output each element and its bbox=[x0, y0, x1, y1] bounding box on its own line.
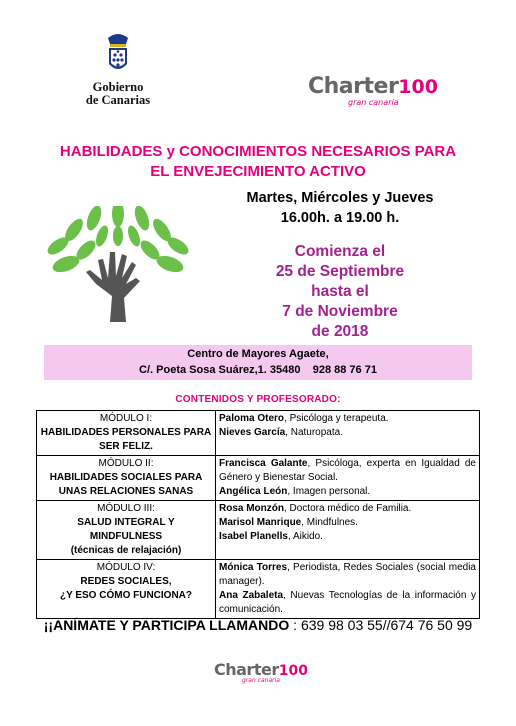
charter100-logo-top bbox=[308, 74, 458, 114]
teacher-description: , Psicóloga, experta en Igualdad de Género y Bienestar Social. bbox=[219, 458, 476, 483]
section-heading: CONTENIDOS Y PROFESORADO: bbox=[175, 394, 341, 405]
teacher-entry bbox=[219, 589, 476, 617]
teacher-entry bbox=[219, 412, 476, 426]
module-cell bbox=[37, 411, 216, 456]
teacher-name: Francisca Galante bbox=[219, 458, 308, 469]
venue-name: Centro de Mayores Agaete, bbox=[187, 348, 329, 360]
module-title: SALUD INTEGRAL Y MINDFULNESS bbox=[77, 517, 175, 542]
charter-logo-subtitle: gran canaria bbox=[348, 98, 399, 107]
teacher-name: Nieves García bbox=[219, 427, 286, 438]
dates-line2: 25 de Septiembre bbox=[275, 263, 405, 280]
charter-logo-subtitle: gran canaria bbox=[242, 677, 280, 684]
tree-hand-illustration bbox=[36, 206, 200, 324]
venue-phone: 928 88 76 71 bbox=[312, 364, 377, 376]
module-cell bbox=[37, 560, 216, 619]
gov-logo-line2: de Canarias bbox=[85, 93, 151, 107]
charter-logo-word: Charter bbox=[214, 660, 279, 679]
module-cell bbox=[37, 501, 216, 560]
module-number: MÓDULO II: bbox=[98, 458, 154, 469]
teacher-name: Marisol Manrique bbox=[219, 517, 302, 528]
module-row bbox=[37, 456, 480, 501]
course-title-line1: HABILIDADES y CONOCIMIENTOS NECESARIOS PARA bbox=[59, 143, 457, 160]
teacher-entry bbox=[219, 426, 476, 440]
teacher-name: Isabel Planells bbox=[219, 531, 288, 542]
teacher-name: Rosa Monzón bbox=[219, 503, 284, 514]
teacher-name: Angélica León bbox=[219, 486, 288, 497]
module-title-line2: (técnicas de relajación) bbox=[70, 545, 182, 556]
teacher-entry bbox=[219, 530, 476, 544]
dates-line3: hasta el bbox=[311, 283, 369, 300]
teacher-description: , Imagen personal. bbox=[287, 486, 371, 497]
call-to-action bbox=[20, 617, 496, 633]
charter-logo-number: 100 bbox=[278, 663, 308, 679]
teacher-description: , Aikido. bbox=[287, 531, 323, 542]
teacher-entry bbox=[219, 502, 476, 516]
module-title-line2: ¿Y ESO CÓMO FUNCIONA? bbox=[59, 590, 193, 601]
teacher-name: Mónica Torres bbox=[219, 562, 288, 573]
teacher-name: Paloma Otero bbox=[219, 413, 285, 424]
cta-text: ¡¡ANÍMATE Y PARTICIPA LLAMANDO bbox=[43, 617, 290, 633]
dates-line4: 7 de Noviembre bbox=[282, 303, 398, 320]
teacher-description: , Nuevas Tecnologías de la información y comunicación. bbox=[219, 590, 476, 615]
course-title bbox=[40, 142, 476, 182]
teacher-entry bbox=[219, 457, 476, 485]
dates-line1: Comienza el bbox=[294, 243, 386, 260]
teacher-description: , Naturopata. bbox=[285, 427, 343, 438]
module-row bbox=[37, 501, 480, 560]
dates-line5: de 2018 bbox=[311, 323, 369, 340]
modules-table bbox=[36, 410, 480, 619]
charter-logo-word: Charter bbox=[308, 74, 399, 99]
teacher-description: , Doctora médico de Familia. bbox=[284, 503, 412, 514]
teacher-description: , Mindfulnes. bbox=[301, 517, 358, 528]
module-number: MÓDULO III: bbox=[97, 503, 155, 514]
module-title: HABILIDADES SOCIALES PARA UNAS RELACIONES SANAS bbox=[49, 472, 203, 497]
gobierno-de-canarias-logo bbox=[78, 30, 158, 106]
module-row bbox=[37, 411, 480, 456]
course-dates bbox=[250, 242, 430, 342]
schedule-hours: 16.00h. a 19.00 h. bbox=[280, 210, 400, 226]
teachers-cell bbox=[216, 560, 480, 619]
charter-logo-number: 100 bbox=[398, 76, 438, 98]
teacher-name: Ana Zabaleta bbox=[219, 590, 284, 601]
venue-address-line bbox=[44, 362, 472, 378]
teachers-cell bbox=[216, 501, 480, 560]
teachers-cell bbox=[216, 456, 480, 501]
teachers-cell bbox=[216, 411, 480, 456]
coat-of-arms-icon bbox=[104, 30, 132, 78]
schedule-days: Martes, Miércoles y Jueves bbox=[246, 190, 434, 206]
module-row bbox=[37, 560, 480, 619]
schedule bbox=[240, 188, 440, 228]
teacher-description: , Psicóloga y terapeuta. bbox=[284, 413, 389, 424]
course-title-line2: EL ENVEJECIMIENTO ACTIVO bbox=[150, 163, 366, 180]
teacher-entry bbox=[219, 516, 476, 530]
venue-band bbox=[44, 345, 472, 380]
charter100-logo-bottom bbox=[214, 660, 324, 690]
module-number: MÓDULO IV: bbox=[96, 562, 156, 573]
teacher-description: , Periodista, Redes Sociales (social media manager). bbox=[219, 562, 476, 587]
module-cell bbox=[37, 456, 216, 501]
module-number: MÓDULO I: bbox=[99, 413, 153, 424]
cta-phones: : 639 98 03 55//674 76 50 99 bbox=[289, 617, 473, 633]
module-title: HABILIDADES PERSONALES PARA SER FELIZ. bbox=[40, 427, 212, 452]
module-title: REDES SOCIALES, bbox=[80, 576, 172, 587]
teacher-entry bbox=[219, 485, 476, 499]
venue-address: C/. Poeta Sosa Suárez,1. 35480 bbox=[139, 364, 301, 376]
teacher-entry bbox=[219, 561, 476, 589]
gov-logo-line1: Gobierno bbox=[92, 80, 144, 94]
